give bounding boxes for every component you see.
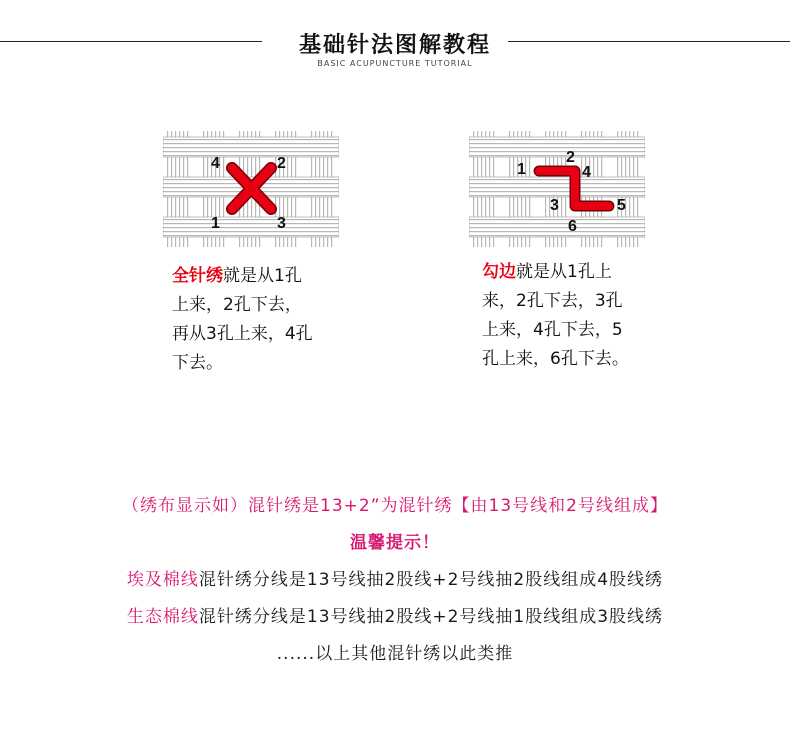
hole-label-3: 3	[550, 197, 559, 214]
hole-label-6: 6	[568, 218, 577, 235]
desc-line: 下去。	[172, 353, 223, 373]
cross-stitch-description	[172, 262, 313, 378]
hole-label-4: 4	[582, 164, 591, 181]
note-eco-cotton: 生态棉线混针绣分线是13号线抽2股线+2号线抽1股线组成3股线绣	[126, 607, 664, 627]
thread-type-label: 生态棉线	[126, 607, 199, 627]
desc-line: 上来，2孔下去，	[172, 295, 302, 315]
note-etc: ......以上其他混针绣以此类推	[276, 644, 514, 664]
note-definition: （绣布显示如）混针绣是13+2”为混针绣【由13号线和2号线组成】	[122, 496, 668, 516]
desc-line: 孔上来，6孔下去。	[482, 349, 629, 369]
hole-label-3: 3	[277, 215, 286, 232]
desc-line: 来，2孔下去，3孔	[482, 291, 623, 311]
thread-notes	[0, 488, 790, 673]
thread-type-label: 埃及棉线	[126, 570, 199, 590]
cross-stitch-diagram	[163, 131, 339, 247]
hole-label-2: 2	[277, 155, 286, 172]
weave-horizontal-threads	[469, 137, 645, 237]
note-egyptian-cotton: 埃及棉线混针绣分线是13号线抽2股线+2号线抽2股线组成4股线绣	[126, 570, 664, 590]
stitch-name: 全针绣	[172, 266, 223, 286]
hole-label-1: 1	[517, 161, 526, 178]
desc-line: 勾边就是从1孔上	[482, 262, 612, 282]
outline-stitch-description	[482, 258, 629, 374]
desc-line: 全针绣就是从1孔	[172, 266, 302, 286]
hole-label-2: 2	[566, 149, 575, 166]
page-title: 基础针法图解教程	[298, 33, 491, 58]
outline-stitch-diagram	[469, 131, 645, 247]
desc-line: 上来，4孔下去，5	[482, 320, 623, 340]
page-subtitle: BASIC ACUPUNCTURE TUTORIAL	[317, 59, 473, 68]
hole-label-5: 5	[617, 197, 626, 214]
desc-line: 再从3孔上来，4孔	[172, 324, 313, 344]
note-tip-heading: 温馨提示！	[350, 533, 440, 553]
stitch-name: 勾边	[482, 262, 516, 282]
hole-label-4: 4	[211, 155, 220, 172]
hole-label-1: 1	[211, 215, 220, 232]
